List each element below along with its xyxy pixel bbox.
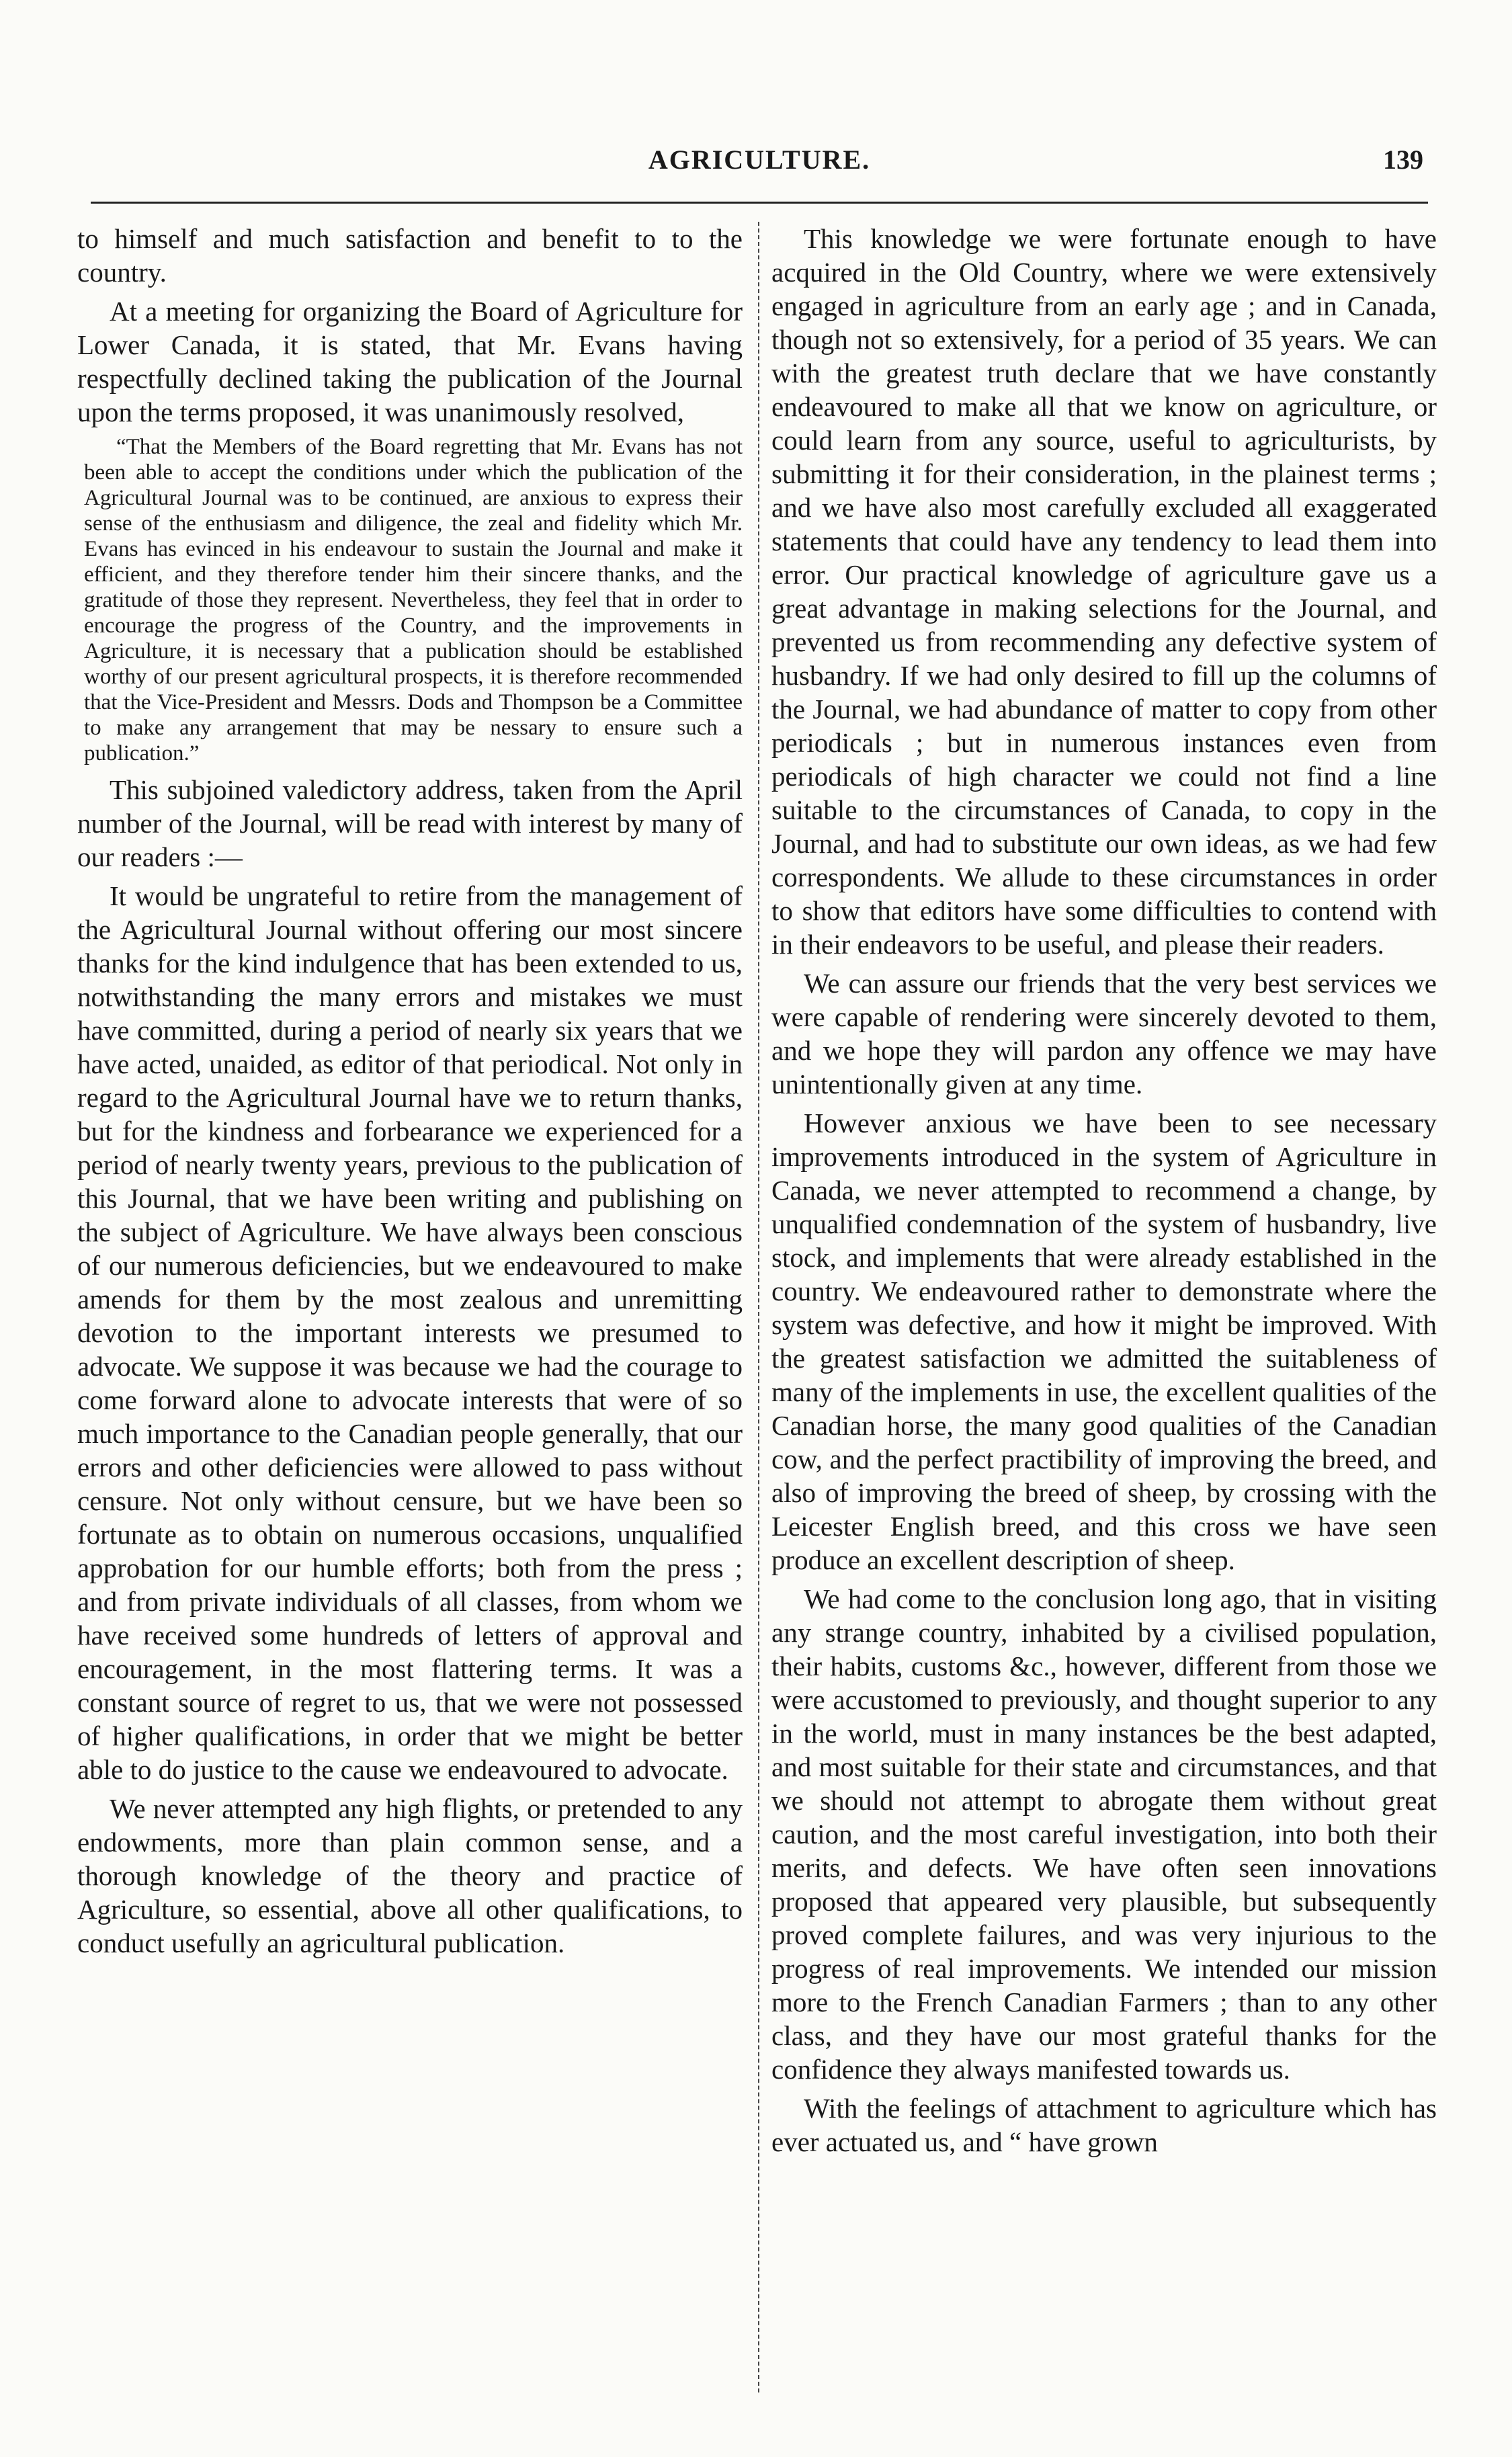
paragraph-high-flights: We never attempted any high flights, or pretended to any endowments, more than plain common sense, and a thorough knowledge of the theory and practice of Agriculture, so essential, above all other qualifications, to conduct usefully an agricultural publication. — [77, 1793, 743, 1958]
paragraph-assurance: We can assure our friends that the very best services we were capable of rendering were sincerely devoted to them, and we hope they will pardon any offence we may have unintentionally given at any time. — [771, 968, 1437, 1099]
paragraph-resolution-quote: “That the Members of the Board regretting that Mr. Evans has not been able to accept the conditions under which the publication of the Agricultural Journal was to be continued, are anxious to express their sense of the enthusiasm and diligence, the zeal and fidelity which Mr. Evans has evinced in his endeavour to sustain the Journal and make it efficient, and they therefore tender him their sincere thanks, and the gratitude of those they represent. Nevertheless, they feel that in order to encourage the progress of the Country, and the improvements in Agriculture, it is necessary that a publication should be established worthy of our present agricultural prospects, it is therefore recommended that the Vice-President and Messrs. Dods and Thompson be a Committee to make any arrangement that may be nessary to ensure such a publication.” — [84, 435, 743, 765]
running-title: AGRICULTURE. — [648, 144, 871, 175]
right-column — [771, 222, 1437, 2406]
paragraph-valedictory-address: It would be ungrateful to retire from the management of the Agricultural Journal without offering our most sincere thanks for the kind indulgence that has been extended to us, notwithstanding the many errors and mistakes we must have committed, during a period of nearly six years that we have acted, unaided, as editor of that periodical. Not only in regard to the Agricultural Journal have we to return thanks, but for the kindness and forbearance we experienced for a period of nearly twenty years, previous to the publication of this Journal, that we have been writing and publishing on the subject of Agriculture. We have always been conscious of our numerous deficiencies, but we endeavoured to make amends for them by the most zealous and unremitting devotion to the important interests we presumed to advocate. We suppose it was because we had the courage to come forward alone to advocate interests that were of so much importance to the Canadian people generally, that our errors and other deficiencies were allowed to pass without censure. Not only without censure, but we have been so fortunate as to obtain on numerous occasions, unqualified approbation for our humble efforts; both from the press ; and from private individuals of all classes, from whom we have received some hundreds of letters of approval and encouragement, in the most flattering terms. It was a constant source of regret to us, that we were not possessed of higher qualifications, in order that we might be better able to do justice to the cause we endeavoured to advocate. — [77, 880, 743, 1785]
paragraph-conclusion: We had come to the conclusion long ago, that in visiting any strange country, inhabited by a civilised population, their habits, customs &c., however, different from those we were accustomed to previously, and thought superior to any in the world, must in many instances be the best adapted, and most suitable for their state and circumstances, and that we should not attempt to abrogate them without great caution, and the most careful investigation, into both their merits, and defects. We have often seen innovations proposed that appeared very plausible, but subsequently proved complete failures, and was very injurious to the progress of real improvements. We intended our mission more to the French Canadian Farmers ; than to any other class, and they have our most grateful thanks for the confidence they always manifested towards us. — [771, 1583, 1437, 2085]
paragraph-continuation: to himself and much satisfaction and benefit to to the country. — [77, 223, 743, 288]
paragraph-board-meeting: At a meeting for organizing the Board of Agriculture for Lower Canada, it is stated, that Mr. Evans having respectfully declined taking the publication of the Journal upon the terms proposed, it was unanimously resolved, — [77, 296, 743, 427]
running-head — [87, 144, 1431, 184]
paragraph-valedictory-intro: This subjoined valedictory address, taken from the April number of the Journal, will be read with interest by many of our readers :— — [77, 774, 743, 872]
header-rule — [91, 202, 1428, 204]
paragraph-improvements: However anxious we have been to see necessary improvements introduced in the system of Agriculture in Canada, we never attempted to recommend a change, by unqualified condemnation of the system of husbandry, live stock, and implements that were already established in the country. We endeavoured rather to demonstrate where the system was defective, and how it might be improved. With the greatest satisfaction we admitted the suitableness of many of the implements in use, the excellent qualities of the Canadian horse, the many good qualities of the Canadian cow, and the perfect practibility of improving the breed, and also of improving the breed of sheep, by crossing with the Leicester English breed, and this cross we have seen produce an excellent description of sheep. — [771, 1108, 1437, 1575]
paragraph-attachment: With the feelings of attachment to agriculture which has ever actuated us, and “ have grown — [771, 2093, 1437, 2157]
left-column — [77, 222, 743, 2406]
column-divider — [758, 222, 759, 2392]
page-number: 139 — [1383, 144, 1423, 175]
paragraph-knowledge: This knowledge we were fortunate enough to have acquired in the Old Country, where we were extensively engaged in agriculture from an early age ; and in Canada, though not so extensively, for a period of 35 years. We can with the greatest truth declare that we have constantly endeavoured to make all that we know on agriculture, or could learn from any source, useful to agriculturists, by submitting it for their consideration, in the plainest terms ; and we have also most carefully excluded all exaggerated statements that could have any tendency to lead them into error. Our practical knowledge of agriculture gave us a great advantage in making selections for the Journal, and prevented us from recommending any defective system of husbandry. If we had only desired to fill up the columns of the Journal, we had abundance of matter to copy from other periodicals ; but in numerous instances even from periodicals of high character we could not find a line suitable to the circumstances of Canada, to copy in the Journal, and had to substitute our own ideas, as we had few correspondents. We allude to these circumstances in order to show that editors have some difficulties to contend with in their endeavors to be useful, and please their readers. — [771, 223, 1437, 960]
